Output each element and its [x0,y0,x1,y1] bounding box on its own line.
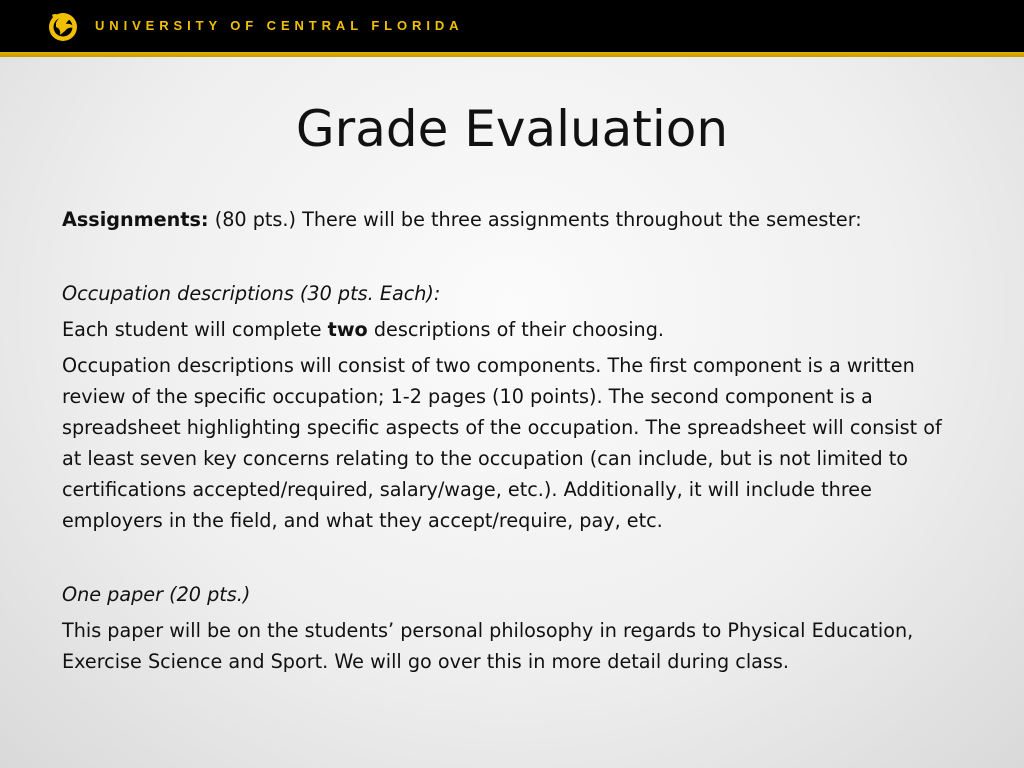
occupation-line-post: descriptions of their choosing. [367,318,664,341]
assignments-paragraph [62,204,967,235]
header-divider [0,52,1024,57]
university-name: UNIVERSITY OF CENTRAL FLORIDA [95,18,464,33]
occupation-line-bold: two [327,318,368,341]
pegasus-logo-icon [46,9,80,43]
assignments-text: (80 pts.) There will be three assignments throughout the semester: [208,208,862,231]
occupation-line-pre: Each student will complete [62,318,328,341]
slide-title: Grade Evaluation [295,100,729,158]
paper-text: This paper will be on the students’ personal philosophy in regards to Physical Education, Exercise Science and Sport. We will go over this in more detail during class. [62,619,914,673]
header-bar [0,0,1024,52]
assignments-label: Assignments: [62,208,209,231]
spacer [62,235,967,278]
spacer [62,536,967,579]
occupation-detail: Occupation descriptions will consist of two components. The first component is a written review of the specific occupation; 1-2 pages (10 points). The second component is a spreadsheet highlighting specific aspects of the occupation. The spreadsheet will consist of at least seven key concerns relating to the occupation (can include, but is not limited to certifications accepted/required, salary/wage, etc.). Additionally, it will include three employers in the field, and what they accept/require, pay, etc. [62,354,942,532]
paper-heading: One paper (20 pts.) [62,583,251,606]
slide-body [62,204,967,677]
occupation-line [62,314,967,345]
occupation-heading: Occupation descriptions (30 pts. Each): [62,282,441,305]
